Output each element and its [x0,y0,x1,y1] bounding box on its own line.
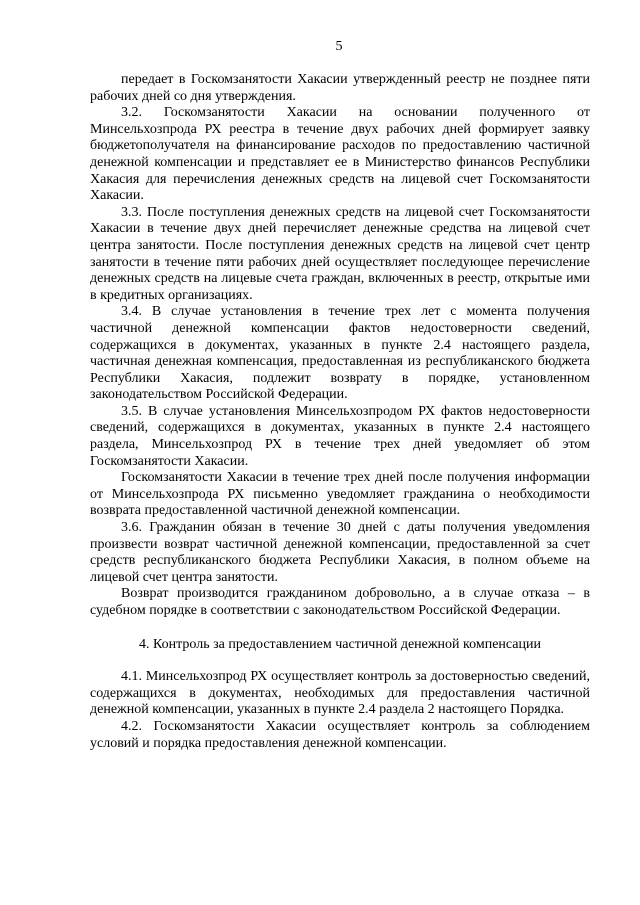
paragraph-3-4: 3.4. В случае установления в течение трех лет с момента получения частичной денежной компенсации фактов недостоверности сведений, содержащихся в документах, указанных в пункте 2.4 настоящего раздела, частичная денежная компенсация, предоставленная из республиканского бюджета Республики Хакасия, подлежит возврату в порядке, установленном законодательством Российской Федерации. [90,304,590,403]
document-page [90,38,590,752]
paragraph-4-2: 4.2. Госкомзанятости Хакасии осуществляет контроль за соблюдением условий и порядка предоставления денежной компенсации. [90,718,590,751]
paragraph-3-3: 3.3. После поступления денежных средств на лицевой счет Госкомзанятости Хакасии в течение двух дней перечисляет денежные средства на лицевой счет центра занятости. После поступления денежных средств на лицевой счет центр занятости в течение пяти рабочих дней осуществляет последующее перечисление денежных средств на лицевые счета граждан, включенных в реестр, открытые ими в кредитных организациях. [90,204,590,303]
paragraph-3-2: 3.2. Госкомзанятости Хакасии на основании полученного от Минсельхозпрода РХ реестра в течение двух рабочих дней формирует заявку бюджетополучателя на финансирование расходов по предоставлению частичной денежной компенсации и представляет ее в Министерство финансов Республики Хакасия для перечисления денежных средств на лицевой счет Госкомзанятости Хакасии. [90,105,590,204]
paragraph-3-5: 3.5. В случае установления Минсельхозпродом РХ фактов недостоверности сведений, содержащихся в документах, указанных в пункте 2.4 настоящего раздела, Минсельхозпрод РХ в течение трех дней уведомляет об этом Госкомзанятости Хакасии. [90,403,590,469]
section-heading-4: 4. Контроль за предоставлением частичной денежной компенсации [138,636,541,652]
paragraph-3-6: 3.6. Гражданин обязан в течение 30 дней с даты получения уведомления произвести возврат частичной денежной компенсации, предоставленной за счет средств республиканского бюджета Республики Хакасия, в полном объеме на лицевой счет центра занятости. [90,520,590,585]
paragraph-3-5-notice: Госкомзанятости Хакасии в течение трех дней после получения информации от Минсельхозпрода РХ письменно уведомляет гражданина о необходимости возврата предоставленной частичной денежной компенсации. [90,470,590,519]
paragraph-continuation: передает в Госкомзанятости Хакасии утвержденный реестр не позднее пяти рабочих дней со дня утверждения. [90,72,590,104]
page-number: 5 [335,39,343,54]
paragraph-4-1: 4.1. Минсельхозпрод РХ осуществляет контроль за достоверностью сведений, содержащихся в документах, необходимых для предоставления частичной денежной компенсации, указанных в пункте 2.4 раздела 2 настоящего Порядка. [90,669,590,718]
paragraph-3-6-return: Возврат производится гражданином добровольно, а в случае отказа – в судебном порядке в соответствии с законодательством Российской Федерации. [90,586,590,618]
